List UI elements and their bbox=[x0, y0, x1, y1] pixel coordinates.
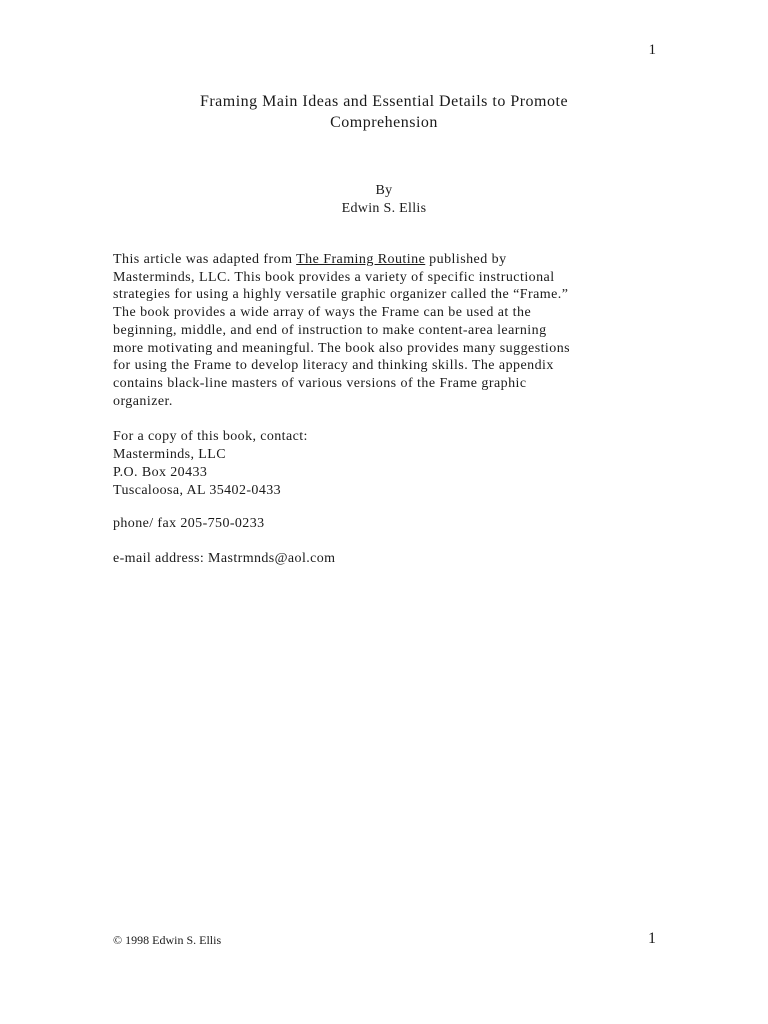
footer-copyright: © 1998 Edwin S. Ellis bbox=[113, 933, 222, 947]
contact-city: Tuscaloosa, AL 35402-0433 bbox=[113, 483, 282, 498]
contact-email: e-mail address: Mastrmnds@aol.com bbox=[113, 551, 336, 566]
intro-line: The book provides a wide array of ways the Frame can be used at the bbox=[113, 305, 532, 321]
document-title bbox=[0, 91, 768, 133]
intro-paragraph bbox=[113, 251, 658, 410]
intro-line: for using the Frame to develop literacy and thinking skills. The appendix bbox=[113, 358, 554, 374]
intro-line-1 bbox=[113, 251, 658, 269]
intro-line: Masterminds, LLC. This book provides a variety of specific instructional bbox=[113, 269, 555, 285]
intro-line: more motivating and meaningful. The book also provides many suggestions bbox=[113, 340, 571, 356]
intro-line: strategies for using a highly versatile graphic organizer called the “Frame.” bbox=[113, 287, 569, 303]
intro-line: contains black-line masters of various versions of the Frame graphic bbox=[113, 375, 527, 391]
title-line-2: Comprehension bbox=[330, 114, 438, 131]
intro-text-before: This article was adapted from bbox=[113, 252, 297, 267]
contact-company: Masterminds, LLC bbox=[113, 447, 226, 462]
byline-by: By bbox=[375, 183, 393, 198]
byline bbox=[0, 182, 768, 218]
contact-phone: phone/ fax 205-750-0233 bbox=[113, 516, 265, 531]
title-line-1: Framing Main Ideas and Essential Details to Promote bbox=[199, 93, 569, 110]
intro-text-after: published by bbox=[425, 252, 507, 267]
contact-block bbox=[113, 428, 308, 500]
book-title-link: The Framing Routine bbox=[296, 252, 426, 267]
intro-line: beginning, middle, and end of instruction to make content-area learning bbox=[113, 322, 547, 338]
header-page-number: 1 bbox=[648, 42, 656, 58]
author-name: Edwin S. Ellis bbox=[341, 201, 427, 216]
contact-po-box: P.O. Box 20433 bbox=[113, 465, 208, 480]
contact-intro: For a copy of this book, contact: bbox=[113, 429, 308, 444]
footer-page-number: 1 bbox=[648, 930, 656, 947]
intro-line: organizer. bbox=[113, 393, 173, 409]
